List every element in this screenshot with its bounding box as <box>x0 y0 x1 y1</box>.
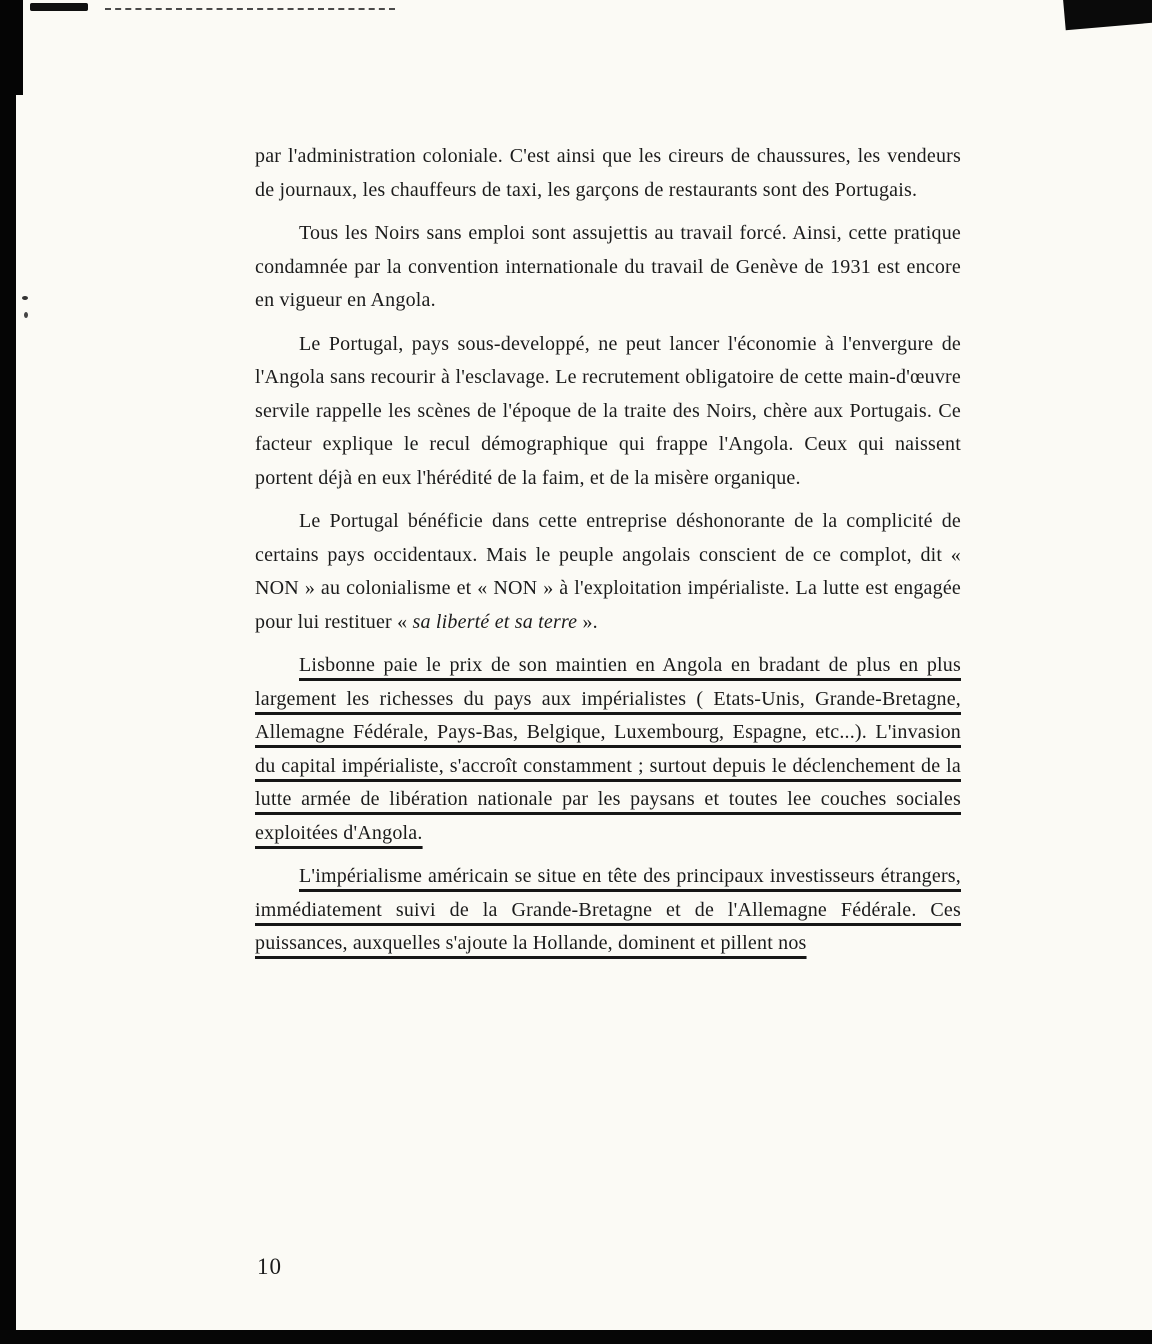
book-spine-shadow <box>0 0 16 1344</box>
paragraph-3: Le Portugal, pays sous-developpé, ne peut lancer l'économie à l'envergure de l'Angola sans recourir à l'esclavage. Le recrutement obligatoire de cette main-d'œuvre servile rappelle les scènes de l'époque de la traite des Noirs, chère aux Portugais. Ce facteur explique le recul démographique qui frappe l'Angola. Ceux qui naissent portent déjà en eux l'hérédité de la faim, et de la misère organique. <box>255 332 961 489</box>
paragraph-4-closing: ». <box>577 610 598 633</box>
book-spine-shadow-top <box>0 0 23 95</box>
scan-artifact-bottom-edge <box>0 1330 1152 1344</box>
paragraph-6-hand-underlined: L'impérialisme américain se situe en tête des principaux investisseurs étrangers, immédiatement suivi de la Grande-Bretagne et de l'Allemagne Fédérale. Ces puissances, auxquelles s'ajoute la Hollande, dominent et pillent nos <box>255 865 961 954</box>
scan-artifact-top-right-smudge <box>1063 0 1152 30</box>
paragraph-4 <box>255 505 961 639</box>
paragraph-2: Tous les Noirs sans emploi sont assujettis au travail forcé. Ainsi, cette pratique condamnée par la convention internationale du travail de Genève de 1931 est encore en vigueur en Angola. <box>255 222 961 311</box>
scan-artifact-speck <box>22 296 28 300</box>
scan-artifact-dotted-line <box>105 8 395 10</box>
paragraph-4-text: Le Portugal bénéficie dans cette entreprise déshonorante de la complicité de certains pays occidentaux. Mais le peuple angolais conscient de ce complot, dit « NON » au colonialisme et « NON » à l'exploitation impérialiste. La lutte est engagée pour lui restituer « <box>255 510 961 633</box>
paragraph-5-hand-underlined: Lisbonne paie le prix de son maintien en Angola en bradant de plus en plus largement les richesses du pays aux impérialistes ( Etats-Unis, Grande-Bretagne, Allemagne Fédérale, Pays-Bas, Belgique, Luxembourg, Espagne, etc...). L'invasion du capital impérialiste, s'accroît constamment ; surtout depuis le déclenchement de la lutte armée de libération nationale par les paysans et toutes lee couches sociales exploitées d'Angola. <box>255 654 961 844</box>
page-number: 10 <box>257 1254 282 1279</box>
scan-artifact-speck <box>24 312 28 318</box>
page-text-block <box>255 140 961 971</box>
paragraph-4-italic-quote: sa liberté et sa terre <box>412 610 578 633</box>
paragraph-1: par l'administration coloniale. C'est ainsi que les cireurs de chaussures, les vendeurs de journaux, les chauffeurs de taxi, les garçons de restaurants sont des Portugais. <box>255 145 961 201</box>
scan-artifact-top-dash <box>30 3 88 11</box>
